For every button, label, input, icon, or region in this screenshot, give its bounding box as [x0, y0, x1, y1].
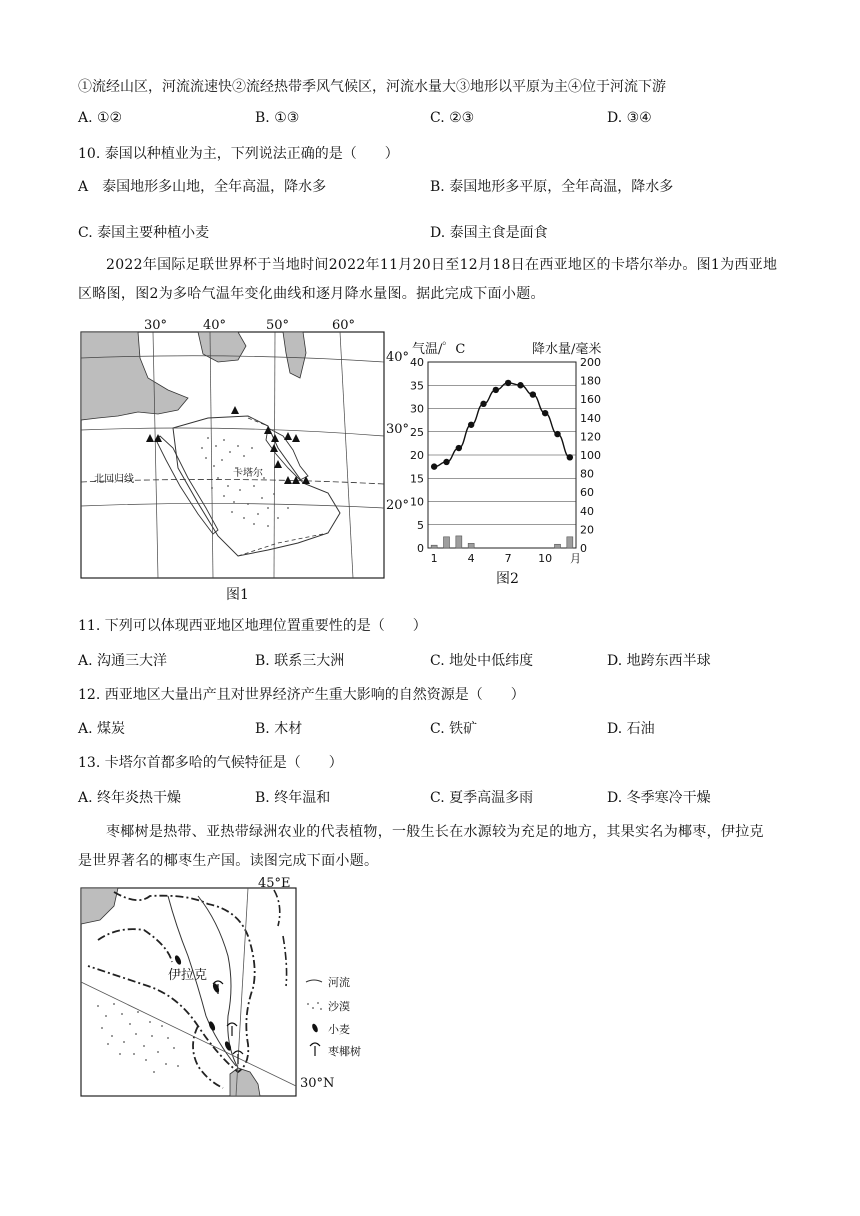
- precip-tick-label: 0: [580, 542, 587, 555]
- q12-option-c: C. 铁矿: [430, 721, 478, 737]
- precip-tick-label: 100: [580, 449, 601, 462]
- temperature-point: [493, 387, 499, 393]
- qatar-label: 卡塔尔: [233, 468, 263, 479]
- temperature-point: [456, 445, 462, 451]
- temperature-point: [517, 382, 523, 388]
- figure-1-west-asia-map: [78, 318, 410, 603]
- q11-option-c: C. 地处中低纬度: [430, 653, 534, 669]
- precip-tick-label: 60: [580, 486, 594, 500]
- q11-option-a: A. 沟通三大洋: [78, 653, 168, 669]
- lat-label-30: 30°: [386, 422, 410, 437]
- temperature-point: [468, 422, 474, 428]
- precip-tick-label: 80: [580, 467, 594, 481]
- q10-stem: 10. 泰国以种植业为主，下列说法正确的是（ ）: [78, 146, 399, 162]
- q9-statement: ①流经山区，河流流速快②流经热带季风气候区，河流水量大③地形以平原为主④位于河流下游: [78, 79, 666, 95]
- precip-tick-label: 160: [580, 393, 601, 407]
- lon-label-50: 50°: [266, 318, 290, 333]
- q11-option-d: D. 地跨东西半球: [607, 653, 711, 669]
- temp-tick-label: 10: [410, 495, 424, 509]
- temp-axis-title: 气温/゜C: [412, 342, 466, 357]
- precip-bar: [567, 537, 573, 548]
- month-tick-label: 7: [504, 552, 512, 565]
- lon-label-40: 40°: [203, 318, 227, 333]
- climate-chart-svg: [404, 334, 614, 584]
- iraq-label: 伊拉克: [168, 968, 208, 983]
- temp-tick-label: 25: [410, 425, 424, 439]
- q13-stem: 13. 卡塔尔首都多哈的气候特征是（ ）: [78, 755, 343, 771]
- figure-2-caption: 图2: [496, 571, 519, 587]
- q13-option-d: D. 冬季寒冷干燥: [607, 790, 711, 806]
- lat-label-20: 20°: [386, 498, 410, 513]
- tropic-label: 北回归线: [94, 474, 134, 485]
- west-asia-map: [78, 318, 396, 602]
- legend-palm-icon: [310, 1043, 320, 1056]
- legend-wheat-icon: [311, 1023, 319, 1033]
- q9-option-d: D. ③④: [607, 110, 652, 126]
- precip-tick-label: 180: [580, 374, 601, 388]
- map-legend: [306, 980, 322, 1056]
- legend-desert-label: 沙漠: [328, 1000, 350, 1013]
- month-tick-label: 10: [538, 552, 553, 565]
- temperature-point: [431, 463, 437, 469]
- legend-palm-label: 枣椰树: [328, 1045, 361, 1058]
- month-tick-label: 4: [467, 552, 475, 565]
- temp-tick-label: 20: [410, 449, 424, 462]
- q9-option-c: C. ②③: [430, 110, 475, 126]
- precip-tick-label: 120: [580, 430, 601, 444]
- q10-option-c: C. 泰国主要种植小麦: [78, 225, 210, 241]
- month-tick-label: 1: [430, 552, 438, 565]
- figure-3-iraq-map: [78, 876, 378, 1100]
- lon-label-45e: 45°E: [258, 876, 291, 891]
- q10-option-d: D. 泰国主食是面食: [430, 225, 548, 241]
- precip-axis-title: 降水量/毫米: [532, 342, 602, 357]
- temp-tick-label: 40: [410, 356, 424, 369]
- q12-option-a: A. 煤炭: [78, 721, 126, 737]
- temp-tick-label: 15: [410, 472, 424, 486]
- precip-bar: [444, 537, 450, 548]
- legend-river-icon: [306, 980, 322, 982]
- q11-option-b: B. 联系三大洲: [255, 653, 345, 669]
- q12-option-d: D. 石油: [607, 721, 655, 737]
- temperature-point: [480, 401, 486, 407]
- temperature-point: [443, 459, 449, 465]
- temp-tick-label: 35: [410, 379, 424, 393]
- temp-tick-label: 0: [417, 542, 424, 555]
- precip-bar: [468, 543, 474, 548]
- q10-option-b: B. 泰国地形多平原，全年高温，降水多: [430, 179, 674, 195]
- temperature-point: [530, 391, 536, 397]
- q10-option-a: A 泰国地形多山地，全年高温，降水多: [78, 179, 327, 195]
- figure-2-climate-chart: [404, 334, 614, 587]
- q13-option-a: A. 终年炎热干燥: [78, 790, 182, 806]
- passage-date-palm: 枣椰树是热带、亚热带绿洲农业的代表植物，一般生长在水源较为充足的地方，其果实名为椰枣，伊拉克是世界著名的椰枣生产国。读图完成下面小题。: [78, 824, 764, 869]
- temperature-point: [542, 410, 548, 416]
- legend-desert-icon: [307, 1002, 322, 1010]
- precip-tick-label: 40: [580, 504, 594, 518]
- temp-tick-label: 5: [417, 518, 424, 532]
- q13-option-b: B. 终年温和: [255, 790, 331, 806]
- temp-tick-label: 30: [410, 402, 424, 416]
- precip-bar: [555, 544, 561, 548]
- lat-label-30n: 30°N: [300, 1076, 335, 1091]
- lat-label-40: 40°: [386, 350, 410, 365]
- month-unit-label: 月: [570, 552, 581, 565]
- temperature-point: [554, 431, 560, 437]
- temperature-point: [567, 454, 573, 460]
- lon-label-60: 60°: [332, 318, 356, 333]
- q12-option-b: B. 木材: [255, 721, 303, 737]
- legend-river-label: 河流: [328, 976, 350, 989]
- lon-label-30: 30°: [144, 318, 168, 333]
- passage-worldcup: 2022年国际足联世界杯于当地时间2022年11月20日至12月18日在西亚地区的卡塔尔举办。图1为西亚地区略图，图2为多哈气温年变化曲线和逐月降水量图。据此完成下面小题。: [78, 257, 778, 302]
- q12-stem: 12. 西亚地区大量出产且对世界经济产生重大影响的自然资源是（ ）: [78, 687, 525, 703]
- precip-bar: [431, 545, 437, 548]
- precip-tick-label: 200: [580, 356, 601, 369]
- q13-option-c: C. 夏季高温多雨: [430, 790, 534, 806]
- q11-stem: 11. 下列可以体现西亚地区地理位置重要性的是（ ）: [78, 618, 427, 634]
- figure-1-caption: 图1: [226, 587, 249, 603]
- precip-bar: [456, 536, 462, 548]
- q9-option-b: B. ①③: [255, 110, 300, 126]
- precip-tick-label: 140: [580, 411, 601, 425]
- q9-option-a: A. ①②: [78, 110, 123, 126]
- temperature-curve: [434, 383, 570, 467]
- legend-wheat-label: 小麦: [328, 1023, 350, 1036]
- temperature-point: [505, 380, 511, 386]
- precip-tick-label: 20: [580, 523, 594, 537]
